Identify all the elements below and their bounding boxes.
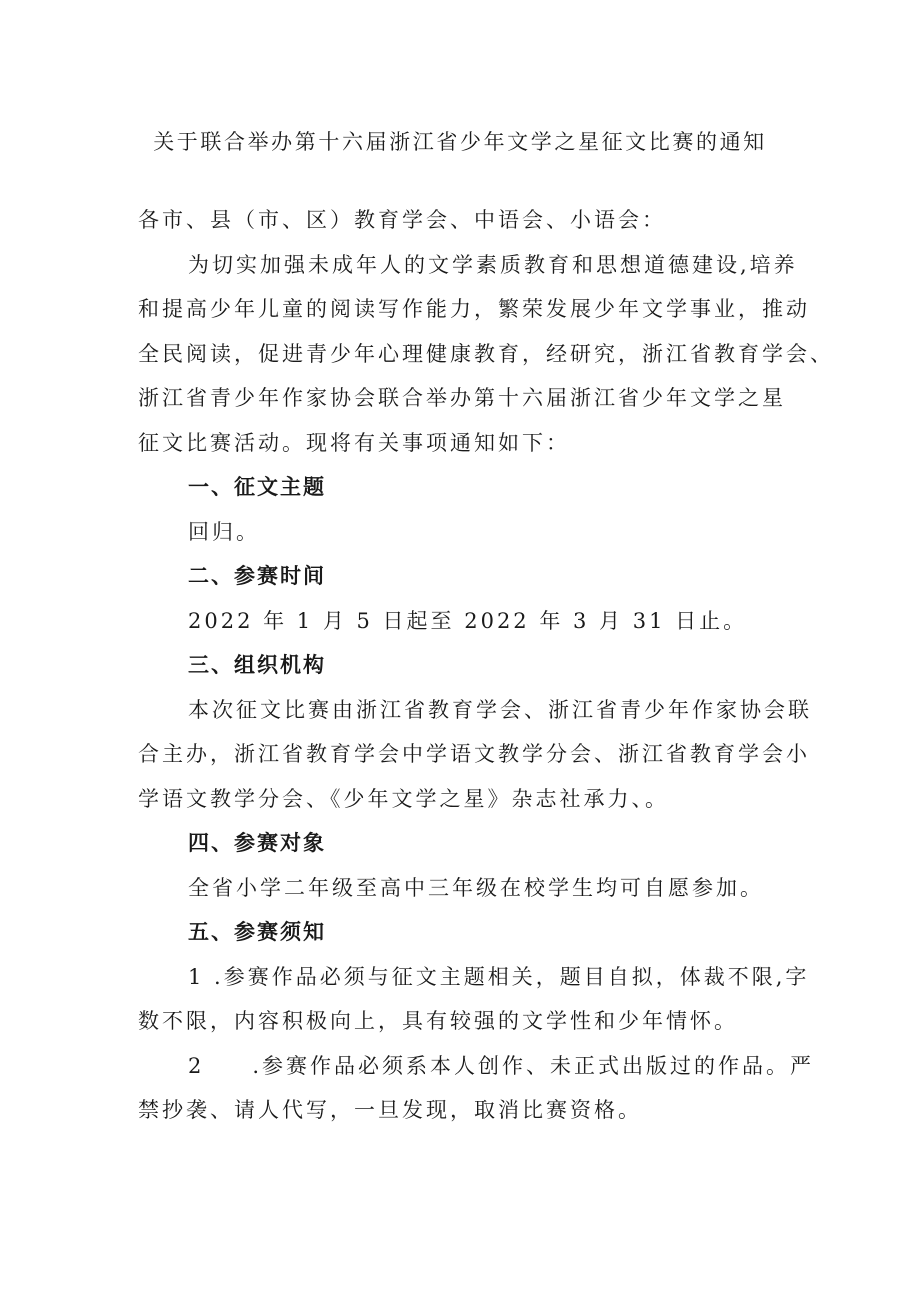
section-heading-time: 二、参赛时间 (188, 564, 326, 588)
paragraph-line: 本次征文比赛由浙江省教育学会、浙江省青少年作家协会联 (188, 697, 812, 722)
paragraph-line: 禁抄袭、请人代写，一旦发现，取消比赛资格。 (138, 1098, 642, 1122)
section-heading-participants: 四、参赛对象 (188, 831, 326, 855)
salutation: 各市、县（市、区）教育学会、中语会、小语会： (138, 208, 666, 232)
paragraph-line: 数不限，内容积极向上，具有较强的文学性和少年情怀。 (138, 1009, 738, 1033)
section-heading-organization: 三、组织机构 (188, 653, 326, 677)
paragraph-line: 浙江省青少年作家协会联合举办第十六届浙江省少年文学之星 (138, 386, 786, 410)
paragraph-line: 和提高少年儿童的阅读写作能力，繁荣发展少年文学事业，推动 (138, 297, 810, 321)
paragraph-line: 2 .参赛作品必须系本人创作、未正式出版过的作品。严 (188, 1053, 815, 1078)
paragraph-line: 征文比赛活动。现将有关事项通知如下： (138, 430, 570, 455)
paragraph-line: 学语文教学分会、《少年文学之星》杂志社承力、。 (138, 786, 669, 811)
section-heading-notice: 五、参赛须知 (188, 920, 326, 944)
paragraph-line: 全民阅读，促进青少年心理健康教育，经研究，浙江省教育学会、 (138, 341, 834, 366)
document-title: 关于联合举办第十六届浙江省少年文学之星征文比赛的通知 (153, 130, 767, 154)
paragraph-line: 合主办，浙江省教育学会中学语文教学分会、浙江省教育学会小 (138, 742, 810, 766)
paragraph-line: 为切实加强未成年人的文学素质教育和思想道德建设,培养 (188, 252, 798, 277)
paragraph-line: 回归。 (188, 519, 260, 544)
paragraph-line: 1 .参赛作品必须与征文主题相关，题目自拟，体裁不限,字 (188, 964, 810, 989)
document-body (138, 198, 834, 1133)
intro-paragraph (138, 243, 834, 466)
paragraph-line: 全省小学二年级至高中三年级在校学生均可自愿参加。 (188, 875, 764, 900)
section-heading-theme: 一、征文主题 (188, 475, 326, 499)
paragraph-line: 2022 年 1 月 5 日起至 2022 年 3 月 31 日止。 (188, 608, 748, 633)
